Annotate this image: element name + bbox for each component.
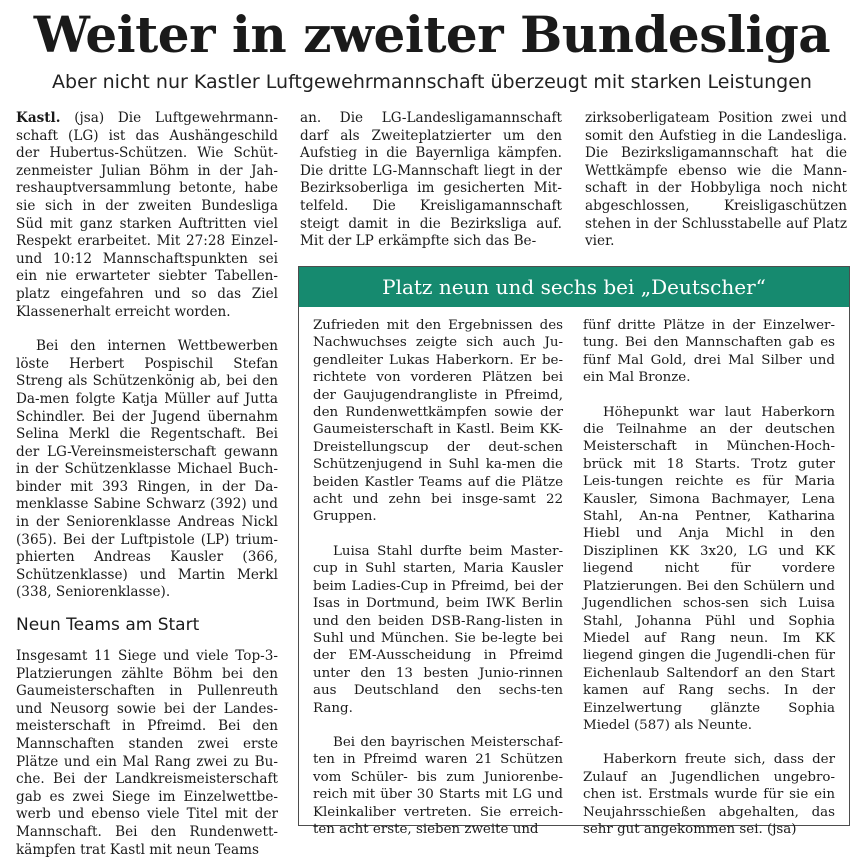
sidebar-paragraph: Luisa Stahl durfte beim Master-cup in Suhl starten, Maria Kausler beim Ladies-Cup in Pfreimd, bei der Isas in Dortmund, beim IWK Berlin und den beiden DSB-Rang-listen in Suhl und München. Sie be-legte bei der EM-Ausscheidung in Pfreimd unter den 13 besten Junio-rinnen aus Deutschland den sechs-ten Rang. [313,543,563,716]
article-column-1 [16,110,278,859]
subheadline: Aber nicht nur Kastler Luftgewehrmannschaft überzeugt mit starken Leistungen [52,71,812,93]
article-paragraph: zirksoberligateam Position zwei und somit den Aufstieg in die Landesliga. Die Bezirksligamannschaft hat die Wettkämpfe ebenso wie die Mann-schaft in der Hobbyliga noch nicht abgeschlossen, Kreisligaschützen stehen in der Schlusstabelle auf Platz vier. [585,110,847,250]
sidebar-box [298,266,850,837]
sidebar-paragraph: Höhepunkt war laut Haberkorn die Teilnahme an der deutschen Meisterschaft in München-Hoch-brück mit 18 Starts. Trotz guter Leis-tungen reichte es für Maria Kausler, Simona Bachmayer, Lena Stahl, An-na Pentner, Katharina Hiebl und Anja Michl in den Disziplinen KK 3x20, LG und KK liegend nicht für vordere Platzierungen. Bei den Schülern und Jugendlichen schos-sen sich Luisa Stahl, Johanna Pühl und Sophia Miedel auf Rang neun. Im KK liegend gingen die Jugendli-chen für Eichenlaub Saltendorf an den Start kamen auf Rang sechs. In der Einzelwertung glänzte Sophia Miedel (587) als Neunte. [583,404,835,733]
dateline: Kastl. [16,110,61,126]
article-paragraph [16,110,278,321]
article-paragraph: an. Die LG-Landesligamannschaft darf als Zweiteplatzierter um den Aufstieg in die Bayernliga kämpfen. Die dritte LG-Mannschaft liegt in der Bezirksoberliga im gesicherten Mit-telfeld. Die Kreisligamannschaft steigt damit in die Bezirksliga auf. Mit der LP erkämpfte sich das Be- [300,110,562,250]
article-paragraph: Insgesamt 11 Siege und viele Top-3-Platzierungen zählte Böhm bei den Gaumeisterschaften in Pullenreuth und Neusorg sowie bei der Landes-meisterschaft in Pfreimd. Bei den Mannschaften standen zwei erste Plätze und ein Mal Rang zwei zu Bu-che. Bei der Landkreismeisterschaft gab es zwei Siege im Einzelwettbe-werb und ebenso viele Titel mit der Mannschaft. Bei den Rundenwett-kämpfen trat Kastl mit neun Teams [16,648,278,858]
sidebar-title: Platz neun und sechs bei „Deutscher“ [299,267,849,307]
article-column-2 [300,110,562,251]
article-column-3 [585,110,847,251]
headline: Weiter in zweiter Bundesliga [33,5,831,64]
sidebar-column-1 [313,317,563,838]
sidebar-paragraph: Zufrieden mit den Ergebnissen des Nachwuchses zeigte sich auch Ju-gendleiter Lukas Haberkorn. Er be-richtete von vorderen Plätzen bei der Gaujugendrangliste in Pfreimd, den Rundenwettkämpfen sowie der Gaumeisterschaft in Kastl. Beim KK-Dreistellungscup der deut-schen Schützenjugend in Suhl ka-men die beiden Kastler Teams auf die Plätze acht und zehn bei insge-samt 22 Gruppen. [313,318,563,525]
sidebar-column-2 [583,317,835,838]
sidebar-paragraph: fünf dritte Plätze in der Einzelwer-tung. Bei den Mannschaften gab es fünf Mal Gold, drei Mal Silber und ein Mal Bronze. [583,318,835,386]
article-paragraph: Bei den internen Wettbewerben löste Herbert Pospischil Stefan Streng als Schützenkönig ab, bei den Da-men folgte Katja Müller auf Jutta Schindler. Bei der Jugend übernahm Selina Merkl die Regentschaft. Bei der LG-Vereinsmeisterschaft gewann in der Schützenklasse Michael Buch-binder mit 393 Ringen, in der Da-menklasse Sabine Schwarz (392) und in der Seniorenklasse Andreas Nickl (365). Bei der Luftpistole (LP) trium-phierten Andreas Kausler (366, Schützenklasse) und Martin Merkl (338, Seniorenklasse). [16,338,278,601]
sidebar-paragraph: Haberkorn freute sich, dass der Zulauf an Jugendlichen ungebro-chen ist. Erstmals wurde für sie ein Neujahrsschießen abgehalten, das sehr gut angekommen sei. (jsa) [583,752,835,837]
paragraph-text: (jsa) Die Luftgewehrmann-schaft (LG) ist das Aushängeschild der Hubertus-Schützen. Wie Schüt-zenmeister Julian Böhm in der Jah-reshauptversammlung betonte, habe sie sich in der zweiten Bundesliga Süd mit ganz starken Auftritten viel Respekt erarbeitet. Mit 27:28 Einzel- und 10:12 Mannschaftspunkten sei ein nie erwarteter siebter Tabellen-platz eingefahren und so das Ziel Klassenerhalt erreicht worden. [16,110,278,320]
sidebar-paragraph: Bei den bayrischen Meisterschaf-ten in Pfreimd waren 21 Schützen vom Schüler- bis zum Juniorenbe-reich mit über 30 Starts mit LG und Kleinkaliber vertreten. Sie erreich-ten acht erste, sieben zweite und [313,734,563,837]
section-heading: Neun Teams am Start [16,615,200,636]
